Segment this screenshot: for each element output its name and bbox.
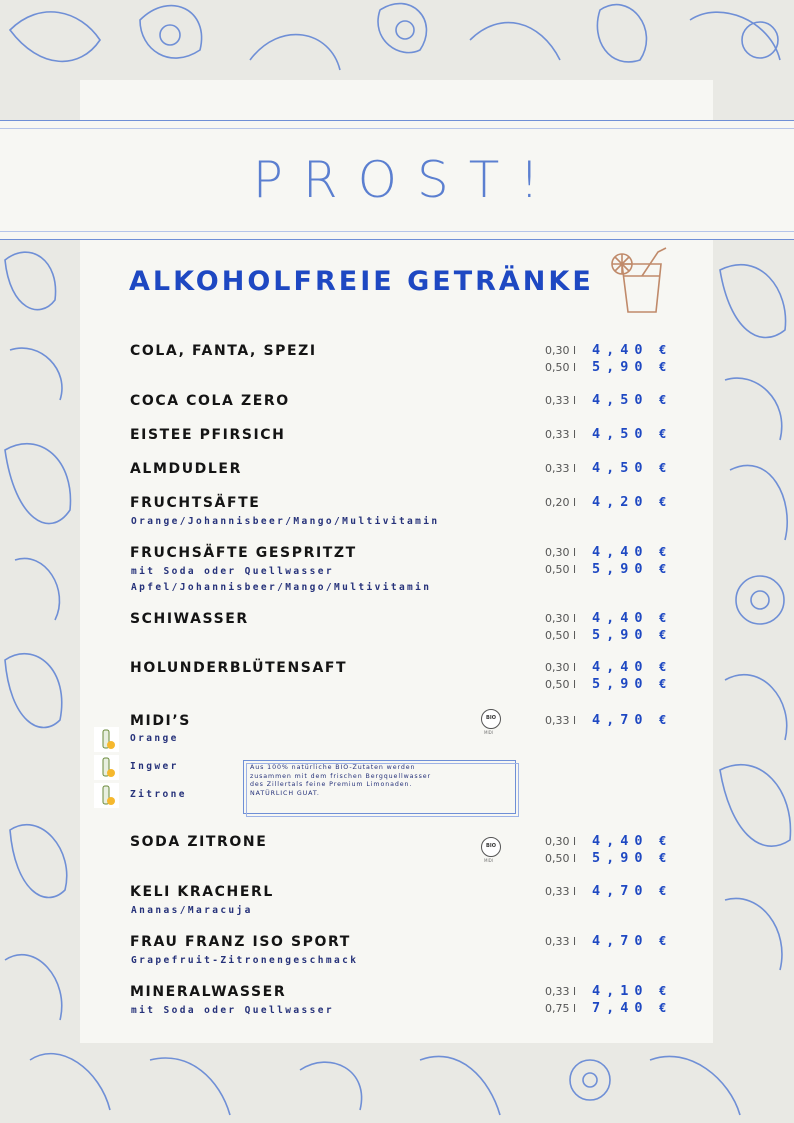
item-sub: Grapefruit-Zitronengeschmack [131, 955, 359, 966]
currency-symbol: € [659, 343, 667, 357]
item-name: ALMDUDLER [130, 461, 242, 477]
item-price: 4,70 [592, 933, 649, 949]
currency-symbol: € [659, 934, 667, 948]
item-price: 7,40 [592, 1000, 649, 1016]
item-price: 4,40 [592, 342, 649, 358]
currency-symbol: € [659, 427, 667, 441]
item-sub: Ananas/Maracuja [131, 905, 253, 916]
item-price: 4,70 [592, 883, 649, 899]
item-name: COCA COLA ZERO [130, 393, 290, 409]
item-name: HOLUNDERBLÜTENSAFT [130, 660, 348, 676]
currency-symbol: € [659, 393, 667, 407]
bio-badge-icon [481, 837, 501, 857]
currency-symbol: € [659, 562, 667, 576]
item-sub: Orange/Johannisbeer/Mango/Multivitamin [131, 516, 440, 527]
currency-symbol: € [659, 677, 667, 691]
item-name: SODA ZITRONE [130, 834, 268, 850]
item-volume: 0,50 l [544, 678, 576, 691]
currency-symbol: € [659, 884, 667, 898]
bio-badge-sub: MIDI [484, 730, 493, 735]
item-name: KELI KRACHERL [130, 884, 274, 900]
item-name: MIDI’S [130, 713, 191, 729]
item-volume: 0,33 l [544, 428, 576, 441]
currency-symbol: € [659, 360, 667, 374]
currency-symbol: € [659, 495, 667, 509]
bio-badge-sub: MIDI [484, 858, 493, 863]
info-line: NATÜRLICH GUAT. [250, 789, 320, 797]
item-volume: 0,33 l [544, 885, 576, 898]
item-price: 5,90 [592, 561, 649, 577]
currency-symbol: € [659, 660, 667, 674]
item-volume: 0,50 l [544, 852, 576, 865]
item-price: 4,50 [592, 426, 649, 442]
item-name: EISTEE PFIRSICH [130, 427, 286, 443]
item-volume: 0,33 l [544, 714, 576, 727]
currency-symbol: € [659, 545, 667, 559]
item-price: 4,10 [592, 983, 649, 999]
info-line: des Zillertals feine Premium Limonaden. [250, 781, 413, 789]
item-price: 5,90 [592, 850, 649, 866]
currency-symbol: € [659, 1001, 667, 1015]
item-price: 4,70 [592, 712, 649, 728]
item-name: COLA, FANTA, SPEZI [130, 343, 317, 359]
item-price: 4,40 [592, 610, 649, 626]
page-title: PROST! [252, 151, 560, 209]
item-price: 5,90 [592, 359, 649, 375]
bio-badge-icon [481, 709, 501, 729]
item-sub: Ingwer [130, 761, 179, 772]
bio-badge-label: BIO [486, 715, 496, 721]
item-sub: Zitrone [130, 789, 187, 800]
item-volume: 0,75 l [544, 1002, 576, 1015]
item-price: 4,20 [592, 494, 649, 510]
currency-symbol: € [659, 713, 667, 727]
item-volume: 0,33 l [544, 394, 576, 407]
midi-info-box [243, 760, 516, 814]
item-price: 4,40 [592, 833, 649, 849]
item-volume: 0,30 l [544, 661, 576, 674]
bottle-icon [94, 783, 119, 808]
currency-symbol: € [659, 834, 667, 848]
currency-symbol: € [659, 611, 667, 625]
item-volume: 0,33 l [544, 462, 576, 475]
item-volume: 0,30 l [544, 612, 576, 625]
item-volume: 0,30 l [544, 546, 576, 559]
item-volume: 0,20 l [544, 496, 576, 509]
section-title: ALKOHOLFREIE GETRÄNKE [129, 266, 594, 297]
info-line: Aus 100% natürliche BIO-Zutaten werden [250, 764, 416, 771]
bottle-icon [94, 755, 119, 780]
item-name: MINERALWASSER [130, 984, 287, 1000]
item-volume: 0,30 l [544, 835, 576, 848]
bottle-icon [94, 727, 119, 752]
item-sub: Orange [130, 733, 179, 744]
item-name: FRAU FRANZ ISO SPORT [130, 934, 351, 950]
item-volume: 0,33 l [544, 985, 576, 998]
item-volume: 0,33 l [544, 935, 576, 948]
currency-symbol: € [659, 628, 667, 642]
item-price: 4,40 [592, 659, 649, 675]
item-sub: Apfel/Johannisbeer/Mango/Multivitamin [131, 582, 432, 593]
item-name: FRUCHTSÄFTE [130, 495, 261, 511]
info-line: zusammen mit dem frischen Bergquellwasser [250, 772, 432, 780]
currency-symbol: € [659, 984, 667, 998]
header-banner [0, 120, 794, 240]
drink-glass-icon [608, 246, 670, 316]
item-price: 5,90 [592, 627, 649, 643]
item-volume: 0,50 l [544, 361, 576, 374]
bio-badge-label: BIO [486, 843, 496, 849]
currency-symbol: € [659, 851, 667, 865]
item-sub: mit Soda oder Quellwasser [131, 566, 334, 577]
item-volume: 0,50 l [544, 563, 576, 576]
item-sub: mit Soda oder Quellwasser [131, 1005, 334, 1016]
item-price: 4,50 [592, 392, 649, 408]
currency-symbol: € [659, 461, 667, 475]
item-price: 4,40 [592, 544, 649, 560]
item-name: FRUCHSÄFTE GESPRITZT [130, 545, 357, 561]
item-price: 5,90 [592, 676, 649, 692]
item-name: SCHIWASSER [130, 611, 249, 627]
item-price: 4,50 [592, 460, 649, 476]
item-volume: 0,30 l [544, 344, 576, 357]
item-volume: 0,50 l [544, 629, 576, 642]
